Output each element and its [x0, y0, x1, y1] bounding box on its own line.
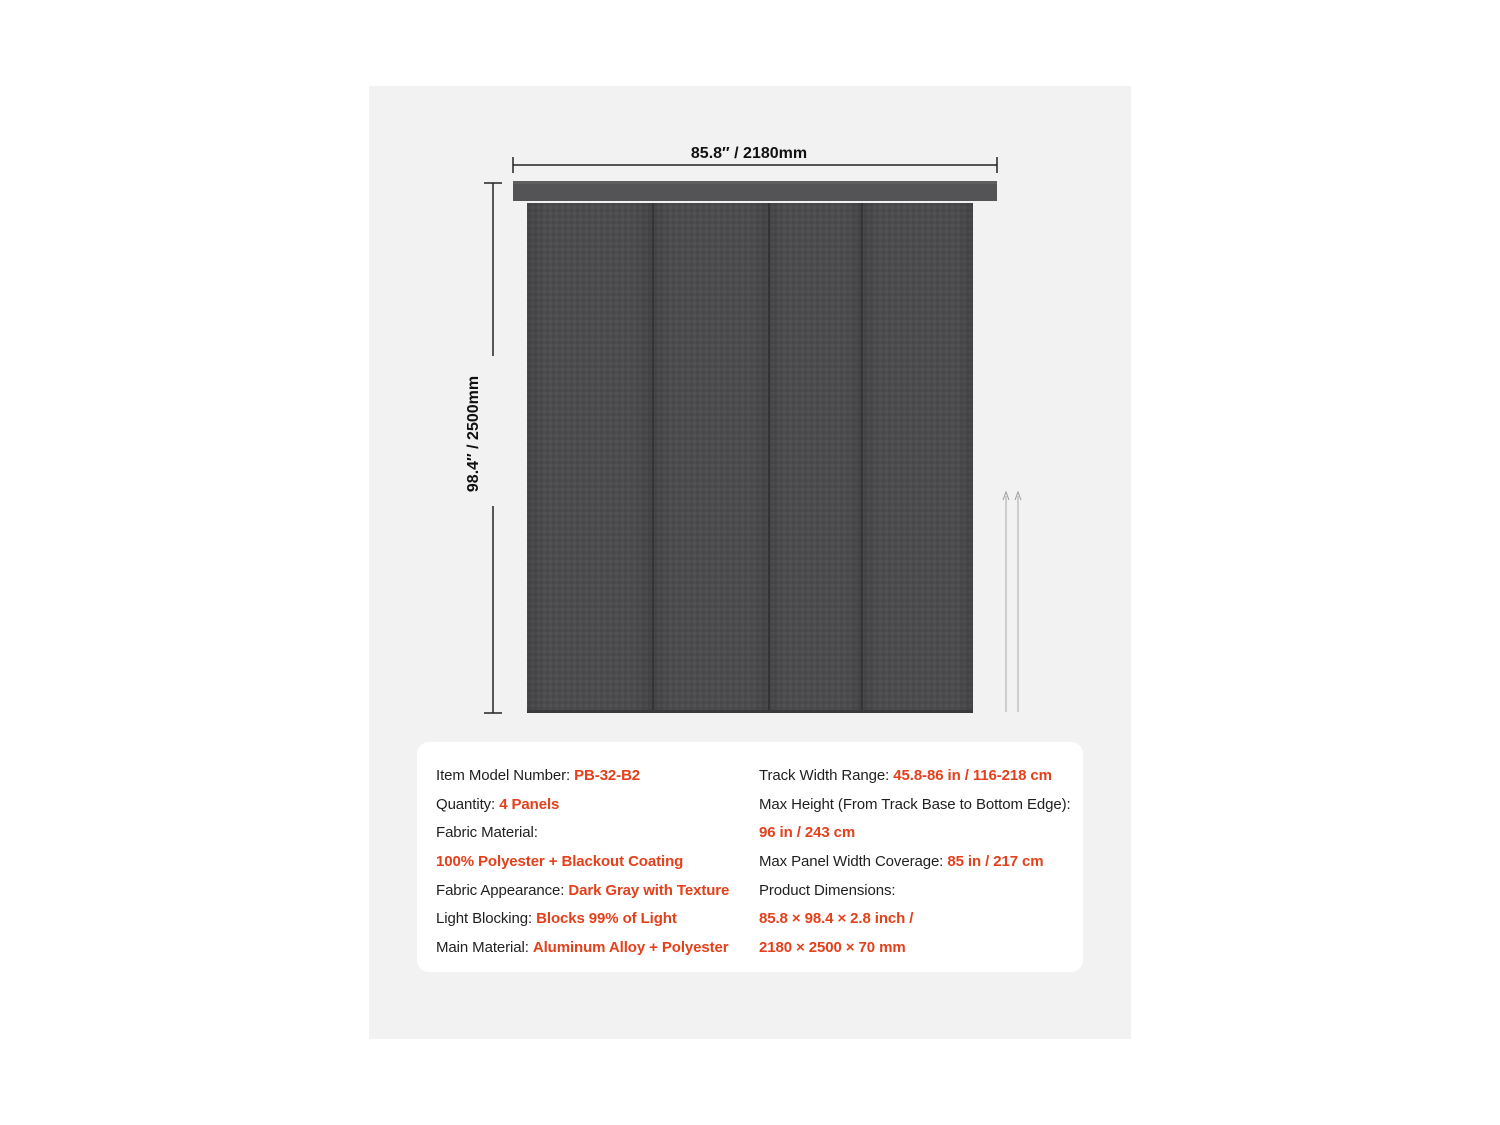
- spec-item-model: [436, 762, 729, 791]
- width-dimension: [513, 142, 997, 173]
- spec-value: 96 in / 243 cm: [759, 824, 856, 842]
- spec-fabric-material-value: [436, 848, 729, 877]
- spec-value: 85.8 × 98.4 × 2.8 inch /: [759, 910, 914, 928]
- spec-value: PB-32-B2: [574, 767, 641, 784]
- panel-4: [862, 203, 973, 712]
- spec-fabric-material: [436, 819, 729, 848]
- specs-right-column: [759, 762, 1071, 963]
- spec-max-panel-width: [759, 848, 1071, 877]
- panel-3: [769, 203, 862, 712]
- spec-label: Main Material:: [436, 939, 533, 957]
- panel-1: [527, 203, 653, 712]
- control-wand: [1003, 492, 1021, 712]
- spec-value: 2180 × 2500 × 70 mm: [759, 939, 906, 957]
- spec-value: 100% Polyester + Blackout Coating: [436, 853, 684, 871]
- spec-dimensions-inch: [759, 905, 1071, 934]
- spec-label: Light Blocking:: [436, 910, 537, 928]
- spec-label: Max Height (From Track Base to Bottom Edge):: [759, 795, 1071, 813]
- spec-label: Track Width Range:: [759, 767, 894, 784]
- spec-label: Item Model Number:: [436, 767, 575, 784]
- spec-product-dimensions: [759, 877, 1071, 906]
- spec-label: Quantity:: [436, 795, 500, 813]
- spec-fabric-appearance: [436, 877, 729, 906]
- spec-label: Max Panel Width Coverage:: [759, 853, 948, 871]
- spec-label: Fabric Appearance:: [436, 881, 569, 899]
- spec-main-material: [436, 934, 729, 963]
- spec-track-width: [759, 762, 1071, 791]
- spec-quantity: [436, 791, 729, 820]
- spec-max-height: [759, 791, 1071, 820]
- width-dimension-label: 85.8″ / 2180mm: [690, 145, 808, 162]
- spec-label: Product Dimensions:: [759, 881, 896, 899]
- fabric-panels: [527, 203, 973, 713]
- height-dimension-label: 98.4″ / 2500mm: [465, 375, 482, 493]
- spec-max-height-value: [759, 819, 1071, 848]
- spec-value: 45.8-86 in / 116-218 cm: [893, 767, 1052, 784]
- spec-light-blocking: [436, 905, 729, 934]
- spec-value: Blocks 99% of Light: [536, 910, 677, 928]
- spec-value: 4 Panels: [499, 795, 560, 813]
- spec-dimensions-mm: [759, 934, 1071, 963]
- spec-value: Dark Gray with Texture: [568, 881, 730, 899]
- spec-value: 85 in / 217 cm: [947, 853, 1044, 871]
- specs-left-column: [436, 762, 729, 963]
- spec-value: Aluminum Alloy + Polyester: [532, 939, 729, 957]
- panel-2: [653, 203, 769, 712]
- specifications-card: [417, 742, 1083, 972]
- height-dimension: [465, 183, 505, 713]
- spec-label: Fabric Material:: [436, 824, 538, 842]
